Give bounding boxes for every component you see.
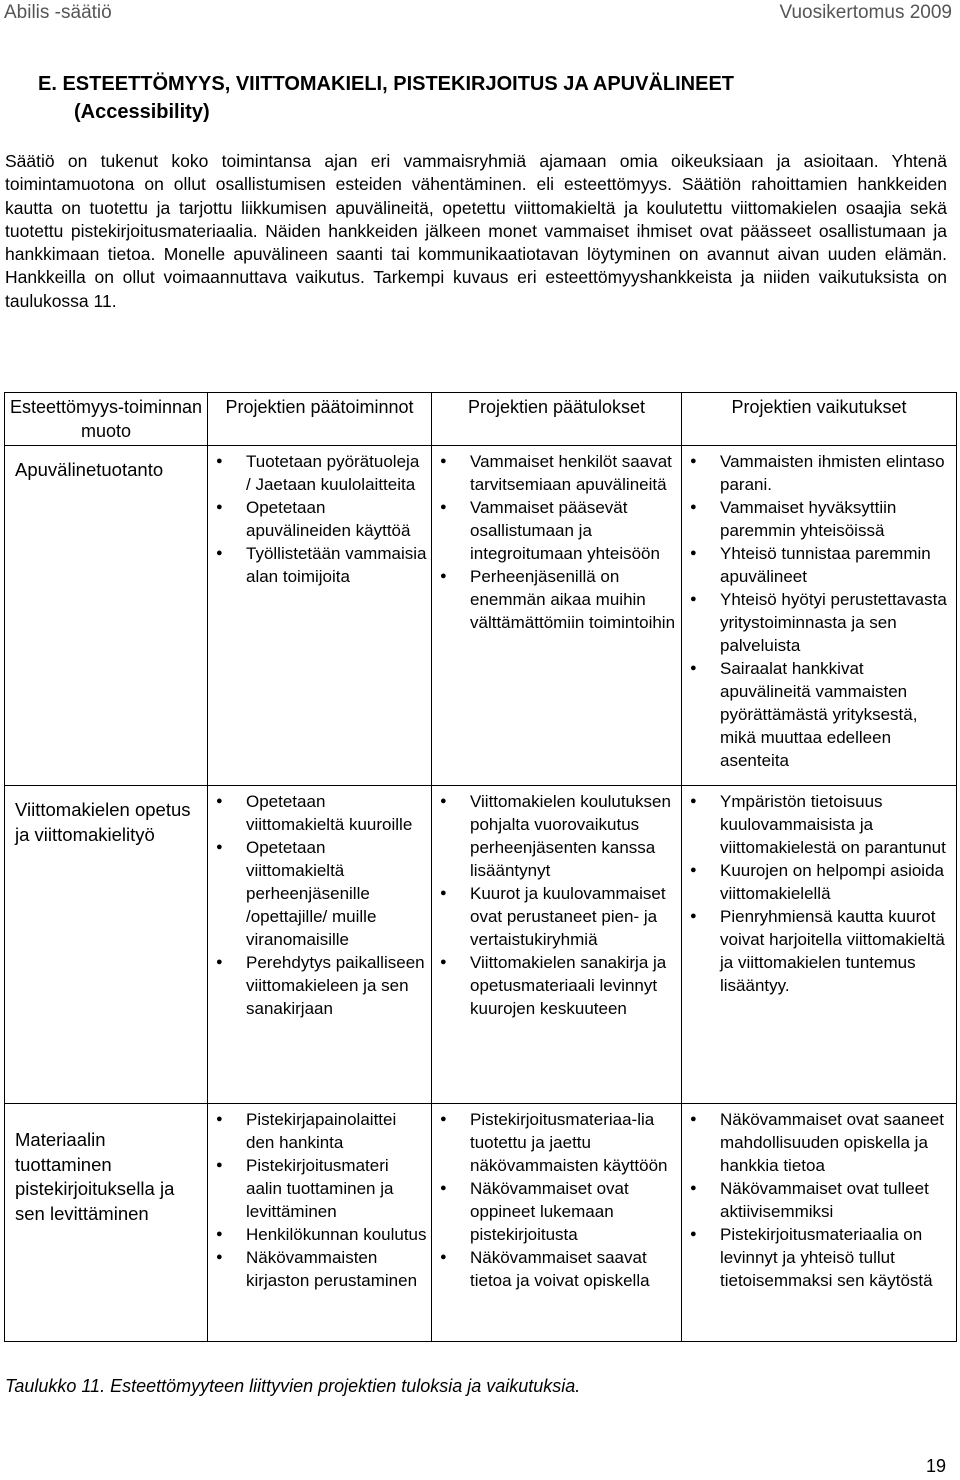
section-heading-subtitle: (Accessibility) bbox=[74, 101, 210, 123]
table-row bbox=[5, 446, 957, 786]
row-activities bbox=[208, 786, 432, 1104]
list-item: ● Vammaiset pääsevät osallistumaan ja integroitumaan yhteisöön bbox=[432, 496, 677, 565]
row-impacts bbox=[682, 446, 957, 786]
list-item: ● Ympäristön tietoisuus kuulovammaisista ja viittomakielestä on parantunut bbox=[682, 790, 952, 859]
row-activities bbox=[208, 1104, 432, 1342]
row-results bbox=[432, 786, 682, 1104]
row-results bbox=[432, 1104, 682, 1342]
header-activities: Projektien päätoiminnot bbox=[208, 393, 432, 446]
list-item: ● Opetetaan apuvälineiden käyttöä bbox=[208, 496, 427, 542]
list-item: ● Yhteisö tunnistaa paremmin apuvälineet bbox=[682, 542, 952, 588]
row-results bbox=[432, 446, 682, 786]
list-item: ● Näkövammaiset ovat tulleet aktiivisemmiksi bbox=[682, 1177, 952, 1223]
row-impacts bbox=[682, 786, 957, 1104]
header-report-title: Vuosikertomus 2009 bbox=[779, 2, 952, 23]
list-item: ● Vammaisten ihmisten elintaso parani. bbox=[682, 450, 952, 496]
list-item: ● Näkövammaiset ovat oppineet lukemaan pistekirjoitusta bbox=[432, 1177, 677, 1246]
list-item: ● Henkilökunnan koulutus bbox=[208, 1223, 427, 1246]
header-results: Projektien päätulokset bbox=[432, 393, 682, 446]
list-item: ● Sairaalat hankkivat apuvälineitä vammaisten pyörättämästä yrityksestä, mikä muuttaa edelleen asenteita bbox=[682, 657, 952, 772]
list-item: ● Pienryhmiensä kautta kuurot voivat harjoitella viittomakieltä ja viittomakielen tuntemus lisääntyy. bbox=[682, 905, 952, 997]
header-organization: Abilis -säätiö bbox=[4, 2, 112, 23]
list-item: ● Näkövammaiset saavat tietoa ja voivat opiskella bbox=[432, 1246, 677, 1292]
list-item: ● Kuurot ja kuulovammaiset ovat perustaneet pien- ja vertaistukiryhmiä bbox=[432, 882, 677, 951]
list-item: ● Vammaiset hyväksyttiin paremmin yhteisöissä bbox=[682, 496, 952, 542]
section-heading bbox=[38, 70, 938, 126]
section-heading-title: E. ESTEETTÖMYYS, VIITTOMAKIELI, PISTEKIRJOITUS JA APUVÄLINEET bbox=[38, 73, 735, 95]
list-item: ● Näkövammaiset ovat saaneet mahdollisuuden opiskella ja hankkia tietoa bbox=[682, 1108, 952, 1177]
list-item: ● Pistekirjoitusmateriaa-lia tuotettu ja jaettu näkövammaisten käyttöön bbox=[432, 1108, 677, 1177]
list-item: ● Kuurojen on helpompi asioida viittomakielellä bbox=[682, 859, 952, 905]
row-form: Materiaalin tuottaminen pistekirjoituksella ja sen levittäminen bbox=[5, 1104, 208, 1342]
accessibility-table bbox=[4, 392, 957, 1342]
table-row bbox=[5, 786, 957, 1104]
list-item: ● Opetetaan viittomakieltä perheenjäsenille /opettajille/ muille viranomaisille bbox=[208, 836, 427, 951]
list-item: ● Työllistetään vammaisia alan toimijoita bbox=[208, 542, 427, 588]
row-form: Apuvälinetuotanto bbox=[5, 446, 208, 786]
list-item: ● Viittomakielen koulutuksen pohjalta vuorovaikutus perheenjäsenten kanssa lisääntynyt bbox=[432, 790, 677, 882]
table-caption: Taulukko 11. Esteettömyyteen liittyvien projektien tuloksia ja vaikutuksia. bbox=[5, 1376, 581, 1396]
list-item: ● Näkövammaisten kirjaston perustaminen bbox=[208, 1246, 427, 1292]
list-item: ● Pistekirjoitusmateriaalia on levinnyt ja yhteisö tullut tietoisemmaksi sen käytöstä bbox=[682, 1223, 952, 1292]
list-item: ● Pistekirjoitusmateri aalin tuottaminen ja levittäminen bbox=[208, 1154, 427, 1223]
list-item: ● Perehdytys paikalliseen viittomakieleen ja sen sanakirjaan bbox=[208, 951, 427, 1020]
list-item: ● Tuotetaan pyörätuoleja / Jaetaan kuulolaitteita bbox=[208, 450, 427, 496]
list-item: ● Viittomakielen sanakirja ja opetusmateriaali levinnyt kuurojen keskuuteen bbox=[432, 951, 677, 1020]
list-item: ● Pistekirjapainolaittei den hankinta bbox=[208, 1108, 427, 1154]
row-activities bbox=[208, 446, 432, 786]
header-form: Esteettömyys-toiminnan muoto bbox=[5, 393, 208, 446]
table-header-row bbox=[5, 393, 957, 446]
table-row bbox=[5, 1104, 957, 1342]
page-number: 19 bbox=[925, 1456, 946, 1476]
list-item: ● Vammaiset henkilöt saavat tarvitsemiaan apuvälineitä bbox=[432, 450, 677, 496]
row-impacts bbox=[682, 1104, 957, 1342]
intro-paragraph: Säätiö on tukenut koko toimintansa ajan eri vammaisryhmiä ajamaan omia oikeuksiaan ja asioitaan. Yhtenä toimintamuotona on ollut osallistumisen esteiden vähentäminen. eli esteettömyys. Säätiön rahoittamien hankkeiden kautta on tuotettu ja tarjottu liikkumisen apuvälineitä, opetettu viittomakieltä ja koulutettu viittomakielen osaajia sekä tuotettu pistekirjoitusmateriaalia. Näiden hankkeiden jälkeen monet vammaiset ihmiset ovat päässeet osallistumaan ja hankkimaan tietoa. Monelle apuvälineen saanti tai kommunikaatiotavan löytyminen on avannut aivan uuden elämän. Hankkeilla on ollut voimaannuttava vaikutus. Tarkempi kuvaus eri esteettömyyshankkeista ja niiden vaikutuksista on taulukossa 11. bbox=[5, 151, 947, 311]
list-item: ● Opetetaan viittomakieltä kuuroille bbox=[208, 790, 427, 836]
list-item: ● Perheenjäsenillä on enemmän aikaa muihin välttämättömiin toimintoihin bbox=[432, 565, 677, 634]
list-item: ● Yhteisö hyötyi perustettavasta yritystoiminnasta ja sen palveluista bbox=[682, 588, 952, 657]
header-impacts: Projektien vaikutukset bbox=[682, 393, 957, 446]
row-form: Viittomakielen opetus ja viittomakielityö bbox=[5, 786, 208, 1104]
